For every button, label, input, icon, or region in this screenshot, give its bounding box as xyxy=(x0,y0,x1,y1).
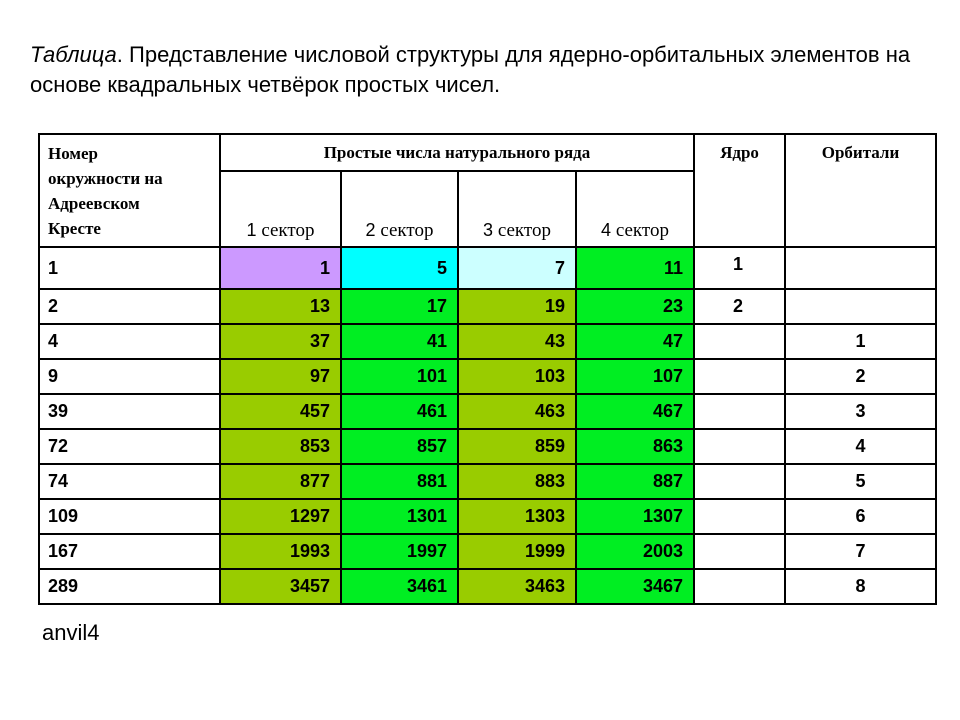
footer-label: anvil4 xyxy=(42,620,100,645)
sector-3-cell: 1303 xyxy=(458,499,576,534)
header-circle-number xyxy=(39,134,220,247)
header-orbitals: Орбитали xyxy=(785,134,936,247)
orbital-cell: 8 xyxy=(785,569,936,604)
header-sector-2 xyxy=(341,171,458,247)
sector-number: 1 xyxy=(246,220,257,240)
sector-4-cell: 1307 xyxy=(576,499,694,534)
sector-1-cell: 97 xyxy=(220,359,341,394)
table-caption xyxy=(30,40,930,100)
orbital-cell xyxy=(785,247,936,289)
sector-3-cell: 463 xyxy=(458,394,576,429)
sector-4-cell: 47 xyxy=(576,324,694,359)
circle-number-cell: 167 xyxy=(39,534,220,569)
header-circle-line: Адреевском xyxy=(48,194,140,213)
sector-4-cell: 887 xyxy=(576,464,694,499)
sector-word: сектор xyxy=(256,220,315,241)
circle-number-cell: 4 xyxy=(39,324,220,359)
header-sector-1 xyxy=(220,171,341,247)
sector-1-cell: 1993 xyxy=(220,534,341,569)
circle-number-cell: 74 xyxy=(39,464,220,499)
sector-word: сектор xyxy=(611,220,669,241)
table-row xyxy=(39,394,936,429)
sector-1-cell: 457 xyxy=(220,394,341,429)
orbital-cell: 1 xyxy=(785,324,936,359)
sector-3-cell: 3463 xyxy=(458,569,576,604)
nucleus-cell xyxy=(694,394,785,429)
table-row xyxy=(39,359,936,394)
sector-number: 2 xyxy=(365,220,376,240)
sector-word: сектор xyxy=(375,220,434,241)
nucleus-cell xyxy=(694,534,785,569)
orbital-cell: 4 xyxy=(785,429,936,464)
sector-1-cell: 853 xyxy=(220,429,341,464)
prime-table xyxy=(38,133,937,605)
orbital-cell xyxy=(785,289,936,324)
sector-2-cell: 101 xyxy=(341,359,458,394)
circle-number-cell: 72 xyxy=(39,429,220,464)
sector-1-cell: 37 xyxy=(220,324,341,359)
sector-3-cell: 103 xyxy=(458,359,576,394)
sector-3-cell: 7 xyxy=(458,247,576,289)
sector-4-cell: 11 xyxy=(576,247,694,289)
nucleus-cell xyxy=(694,429,785,464)
sector-1-cell: 3457 xyxy=(220,569,341,604)
circle-number-cell: 2 xyxy=(39,289,220,324)
header-primes: Простые числа натурального ряда xyxy=(220,134,694,171)
sector-4-cell: 23 xyxy=(576,289,694,324)
nucleus-cell xyxy=(694,324,785,359)
sector-2-cell: 17 xyxy=(341,289,458,324)
sector-2-cell: 1301 xyxy=(341,499,458,534)
nucleus-cell: 2 xyxy=(694,289,785,324)
header-circle-line: Номер xyxy=(48,144,98,163)
header-sector-4 xyxy=(576,171,694,247)
circle-number-cell: 1 xyxy=(39,247,220,289)
table-row xyxy=(39,499,936,534)
header-circle-line: Кресте xyxy=(48,219,101,238)
sector-3-cell: 1999 xyxy=(458,534,576,569)
table-row xyxy=(39,534,936,569)
caption-text: . Представление числовой структуры для ядерно-орбитальных элементов на основе квадральных четвёрок простых чисел. xyxy=(30,42,911,97)
sector-3-cell: 19 xyxy=(458,289,576,324)
sector-2-cell: 857 xyxy=(341,429,458,464)
header-sector-3 xyxy=(458,171,576,247)
sector-1-cell: 1 xyxy=(220,247,341,289)
nucleus-cell xyxy=(694,359,785,394)
sector-2-cell: 461 xyxy=(341,394,458,429)
sector-2-cell: 5 xyxy=(341,247,458,289)
sector-2-cell: 881 xyxy=(341,464,458,499)
orbital-cell: 6 xyxy=(785,499,936,534)
orbital-cell: 2 xyxy=(785,359,936,394)
header-nucleus: Ядро xyxy=(694,134,785,247)
table-row xyxy=(39,289,936,324)
sector-4-cell: 863 xyxy=(576,429,694,464)
caption-lead: Таблица xyxy=(30,42,117,67)
circle-number-cell: 9 xyxy=(39,359,220,394)
sector-1-cell: 13 xyxy=(220,289,341,324)
orbital-cell: 5 xyxy=(785,464,936,499)
orbital-cell: 3 xyxy=(785,394,936,429)
table-row xyxy=(39,324,936,359)
table-body xyxy=(39,134,936,604)
sector-2-cell: 3461 xyxy=(341,569,458,604)
table-row xyxy=(39,569,936,604)
circle-number-cell: 109 xyxy=(39,499,220,534)
sector-3-cell: 883 xyxy=(458,464,576,499)
nucleus-cell xyxy=(694,464,785,499)
sector-4-cell: 2003 xyxy=(576,534,694,569)
sector-word: сектор xyxy=(493,220,551,241)
sector-3-cell: 43 xyxy=(458,324,576,359)
header-row-top xyxy=(39,134,936,171)
table-row xyxy=(39,429,936,464)
sector-4-cell: 467 xyxy=(576,394,694,429)
nucleus-cell: 1 xyxy=(694,247,785,289)
sector-number: 3 xyxy=(483,220,494,240)
circle-number-cell: 39 xyxy=(39,394,220,429)
sector-1-cell: 1297 xyxy=(220,499,341,534)
sector-number: 4 xyxy=(601,220,612,240)
table-row xyxy=(39,464,936,499)
sector-1-cell: 877 xyxy=(220,464,341,499)
orbital-cell: 7 xyxy=(785,534,936,569)
sector-2-cell: 1997 xyxy=(341,534,458,569)
sector-3-cell: 859 xyxy=(458,429,576,464)
nucleus-cell xyxy=(694,499,785,534)
circle-number-cell: 289 xyxy=(39,569,220,604)
table-row xyxy=(39,247,936,289)
header-circle-line: окружности на xyxy=(48,169,163,188)
sector-4-cell: 107 xyxy=(576,359,694,394)
sector-4-cell: 3467 xyxy=(576,569,694,604)
sector-2-cell: 41 xyxy=(341,324,458,359)
nucleus-cell xyxy=(694,569,785,604)
